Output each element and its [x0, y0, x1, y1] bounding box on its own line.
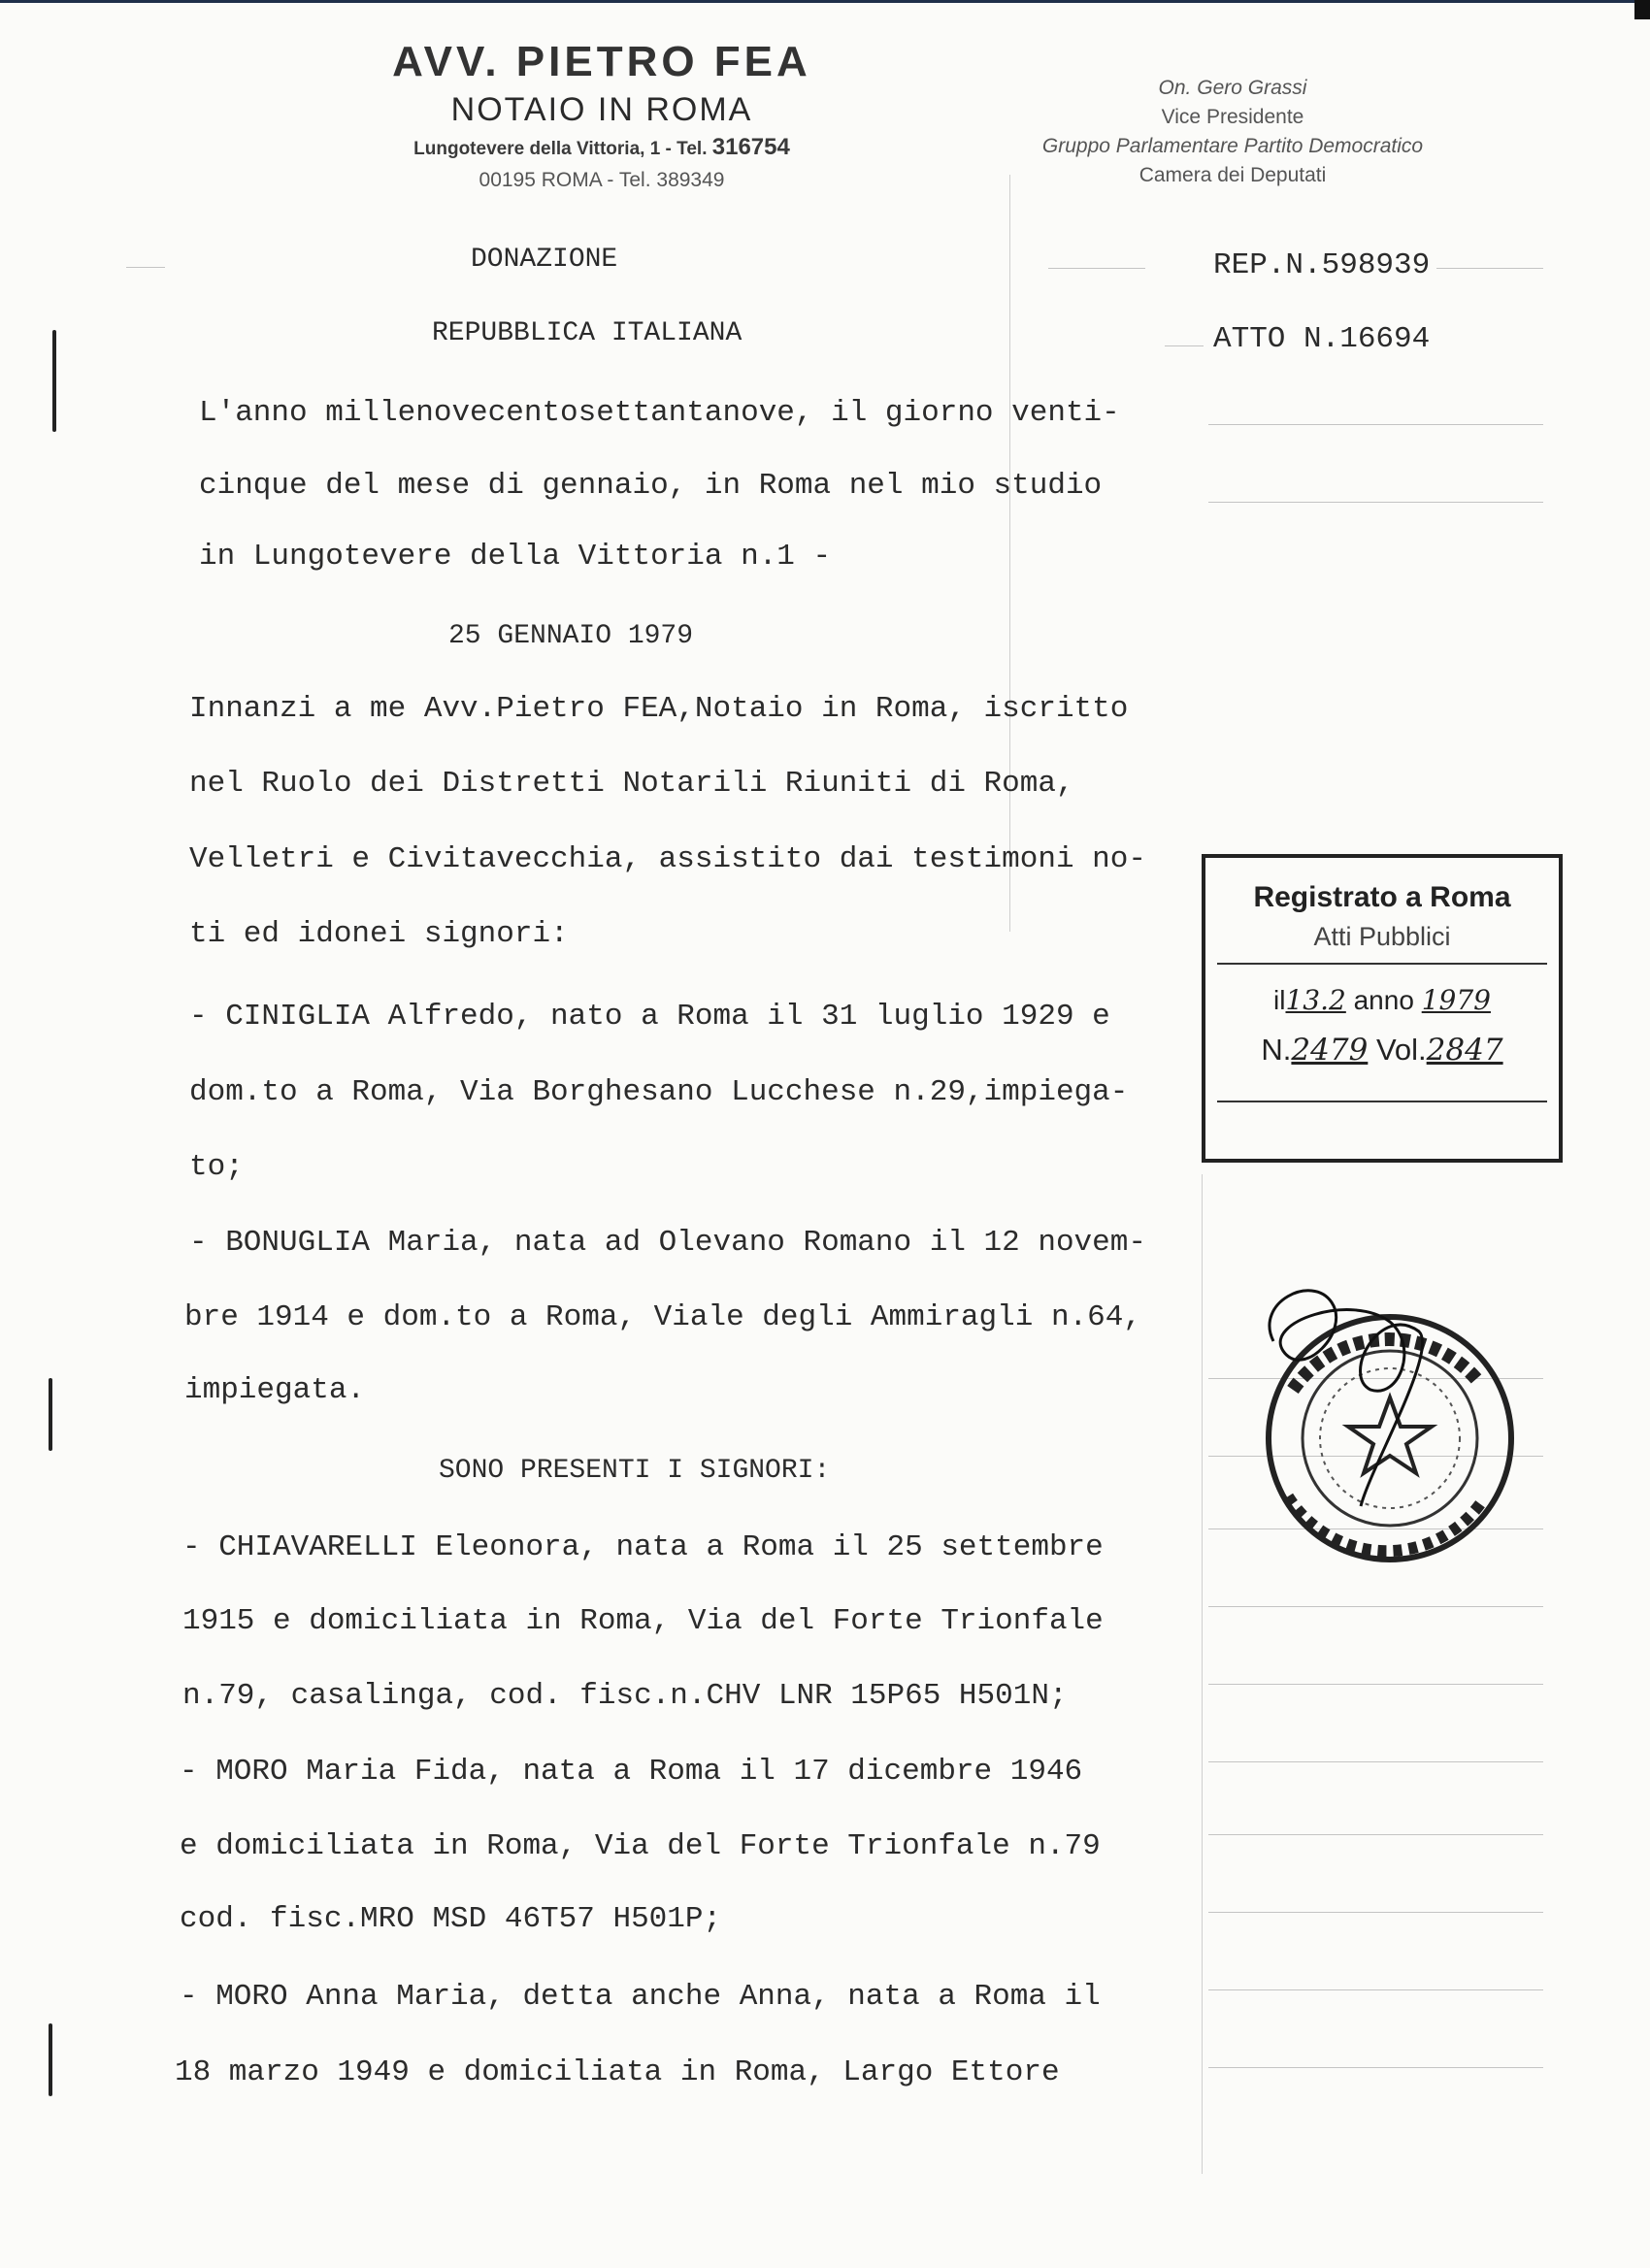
republic-heading: REPUBBLICA ITALIANA [432, 318, 742, 348]
margin-line [1202, 1174, 1203, 2174]
letterhead-name: AVV. PIETRO FEA [392, 38, 811, 85]
note-role: Vice Presidente [1161, 106, 1304, 128]
notary-seal [1235, 1273, 1539, 1564]
body-line: in Lungotevere della Vittoria n.1 - [199, 540, 832, 574]
date-heading: 25 GENNAIO 1979 [448, 621, 694, 651]
witness-line: - CINIGLIA Alfredo, nato a Roma il 31 luglio 1929 e [189, 1000, 1110, 1034]
ruled-line [1048, 268, 1145, 269]
body-line: 1915 e domiciliata in Roma, Via del Forte Trionfale [182, 1604, 1104, 1638]
scan-top-edge [0, 0, 1650, 3]
body-line: L'anno millenovecentosettantanove, il giorno venti- [199, 396, 1120, 430]
body-line: e domiciliata in Roma, Via del Forte Trionfale n.79 [180, 1829, 1101, 1863]
binder-mark [49, 1378, 52, 1451]
registration-title: Registrato a Roma [1253, 881, 1511, 913]
ruled-line [1208, 502, 1543, 503]
body-line: Innanzi a me Avv.Pietro FEA,Notaio in Roma, iscritto [189, 692, 1129, 726]
notary-letterhead-stamp [369, 37, 835, 196]
party-line: - MORO Anna Maria, detta anche Anna, nata a Roma il [180, 1980, 1101, 2014]
repertorio-number: REP.N.598939 [1213, 248, 1431, 282]
binder-mark [52, 330, 56, 432]
party-line: - MORO Maria Fida, nata a Roma il 17 dicembre 1946 [180, 1755, 1083, 1789]
ruled-line [1208, 1834, 1543, 1835]
body-line: Velletri e Civitavecchia, assistito dai testimoni no- [189, 842, 1146, 876]
ruled-line [1208, 1761, 1543, 1762]
ruled-line [126, 267, 165, 268]
party-line: - CHIAVARELLI Eleonora, nata a Roma il 25 settembre [182, 1530, 1104, 1564]
stamp-divider [1217, 1101, 1547, 1102]
letterhead-postal: 00195 ROMA - Tel. 389349 [478, 169, 725, 191]
section-heading: SONO PRESENTI I SIGNORI: [439, 1456, 831, 1486]
note-name: On. Gero Grassi [1158, 77, 1307, 99]
scan-corner-mark [1634, 0, 1650, 19]
body-line: cod. fisc.MRO MSD 46T57 H501P; [180, 1902, 722, 1936]
body-line: bre 1914 e dom.to a Roma, Viale degli Ammiragli n.64, [184, 1300, 1141, 1334]
registration-subtitle: Atti Pubblici [1313, 922, 1451, 951]
parliament-stamp-note [1009, 74, 1456, 190]
ruled-line [1436, 268, 1543, 269]
body-line: n.79, casalinga, cod. fisc.n.CHV LNR 15P65 H501N; [182, 1679, 1068, 1713]
registration-number-row: N.2479 Vol.2847 [1261, 1033, 1503, 1068]
body-line: impiegata. [184, 1373, 366, 1407]
body-line: 18 marzo 1949 e domiciliata in Roma, Largo Ettore [175, 2055, 1060, 2089]
atto-number: ATTO N.16694 [1213, 322, 1431, 356]
binder-mark [49, 2023, 52, 2096]
ruled-line [1208, 2067, 1543, 2068]
witness-line: - BONUGLIA Maria, nata ad Olevano Romano il 12 novem- [189, 1226, 1146, 1260]
body-line: nel Ruolo dei Distretti Notarili Riuniti di Roma, [189, 767, 1074, 801]
body-line: to; [189, 1150, 244, 1184]
body-line: dom.to a Roma, Via Borghesano Lucchese n.29,impiega- [189, 1075, 1129, 1109]
ruled-line [1208, 424, 1543, 425]
letterhead-title: NOTAIO IN ROMA [450, 91, 753, 128]
note-group: Gruppo Parlamentare Partito Democratico [1041, 135, 1424, 157]
note-chamber: Camera dei Deputati [1138, 164, 1327, 186]
stamp-divider [1217, 963, 1547, 965]
ruled-line [1165, 345, 1204, 346]
registration-date-row: il13.2 anno 1979 [1273, 984, 1491, 1016]
ruled-line [1208, 1606, 1543, 1607]
ruled-line [1208, 1989, 1543, 1990]
registration-stamp [1202, 854, 1563, 1163]
document-title: DONAZIONE [471, 245, 618, 275]
letterhead-address: Lungotevere della Vittoria, 1 - Tel. 316754 [413, 134, 790, 160]
margin-line [1009, 175, 1010, 932]
body-line: ti ed idonei signori: [189, 917, 569, 951]
body-line: cinque del mese di gennaio, in Roma nel mio studio [199, 469, 1103, 503]
ruled-line [1208, 1684, 1543, 1685]
ruled-line [1208, 1912, 1543, 1913]
